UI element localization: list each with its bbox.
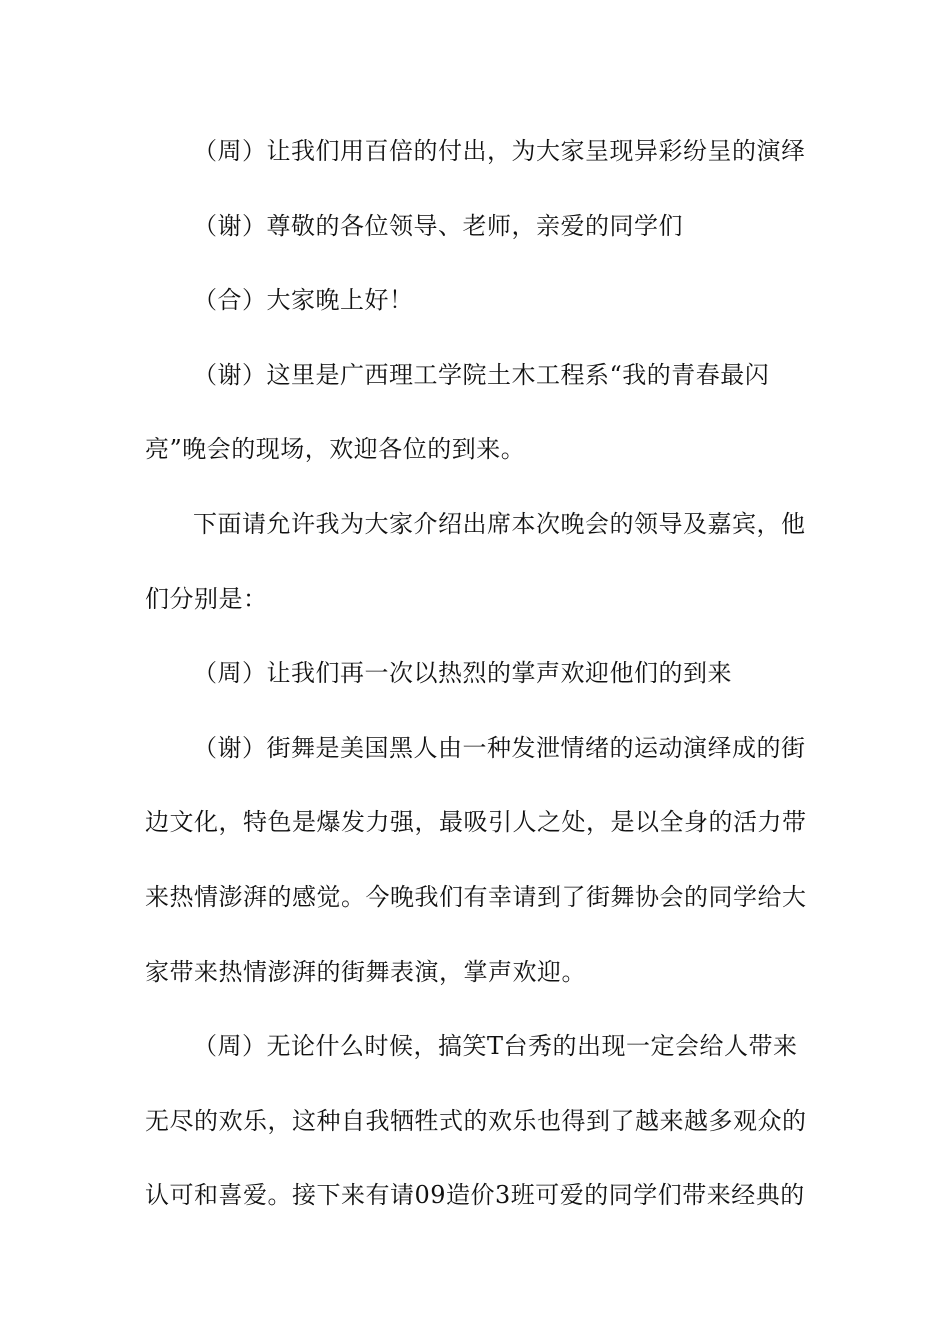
text-line: （谢）这里是广西理工学院土木工程系“我的青春最闪 [193,360,770,389]
text-line: 认可和喜爱。接下来有请09造价3班可爱的同学们带来经典的 [145,1181,805,1210]
text-line: 边文化，特色是爆发力强，最吸引人之处，是以全身的活力带 [145,808,807,837]
document-body [145,126,807,1245]
text-line: 无尽的欢乐，这种自我牺牲式的欢乐也得到了越来越多观众的 [145,1106,807,1135]
text-line: （周）无论什么时候，搞笑T台秀的出现一定会给人带来 [193,1032,798,1061]
text-line: （谢）街舞是美国黑人由一种发泄情绪的运动演绎成的街 [193,733,806,762]
text-line: 下面请允许我为大家介绍出席本次晚会的领导及嘉宾，他 [193,509,806,538]
text-line: （周）让我们再一次以热烈的掌声欢迎他们的到来 [193,659,732,688]
text-line: （合）大家晚上好！ [193,286,414,315]
text-line: （谢）尊敬的各位领导、老师，亲爱的同学们 [193,211,683,240]
text-line: 们分别是： [145,584,268,613]
text-line: 家带来热情澎湃的街舞表演，掌声欢迎。 [145,957,586,986]
text-line: 来热情澎湃的感觉。今晚我们有幸请到了街舞协会的同学给大 [145,882,807,911]
text-line: （周）让我们用百倍的付出，为大家呈现异彩纷呈的演绎 [193,137,806,165]
text-line: 亮”晚会的现场，欢迎各位的到来。 [145,435,526,464]
